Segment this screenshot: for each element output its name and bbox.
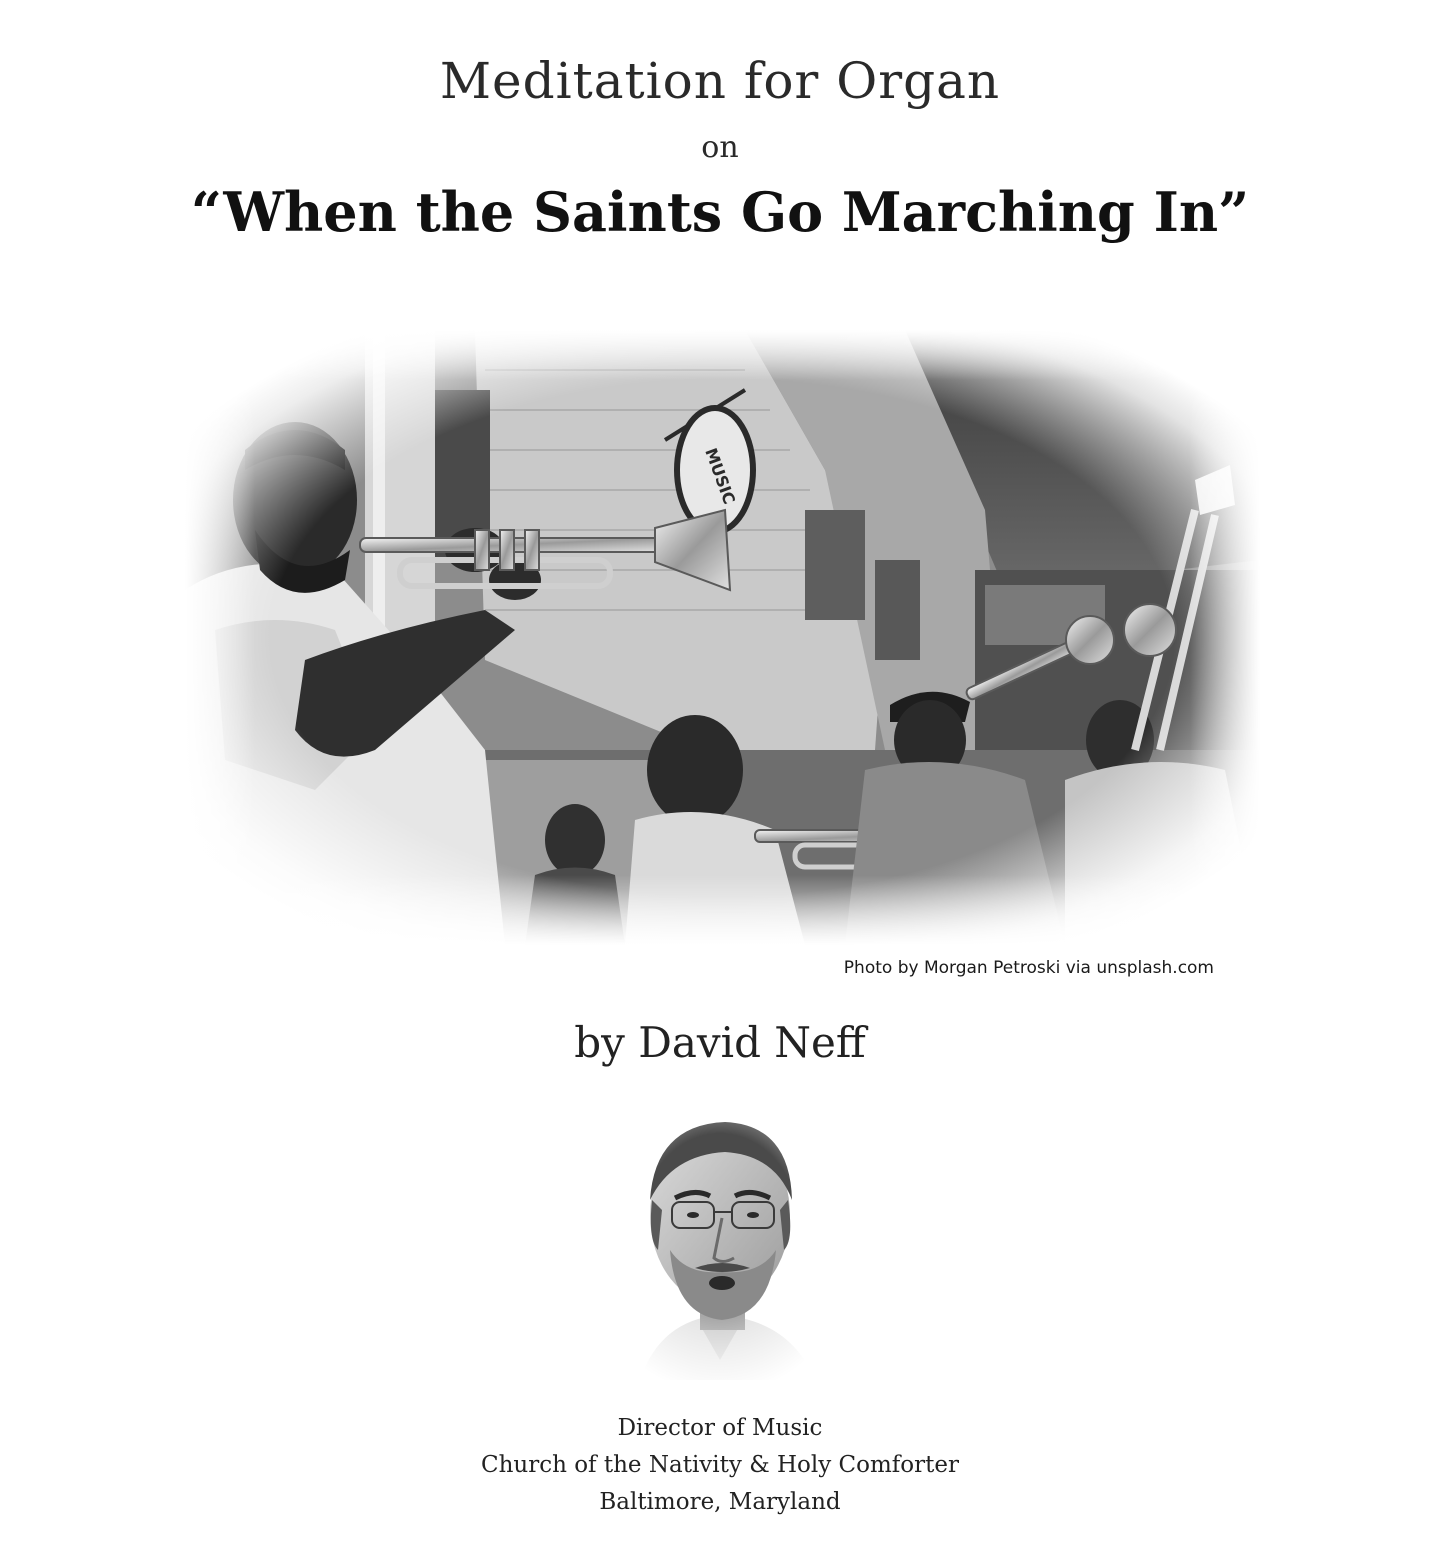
affiliation-church: Church of the Nativity & Holy Comforter <box>480 1452 959 1478</box>
composer-byline: by David Neff <box>574 1018 866 1067</box>
photo-credit: Photo by Morgan Petroski via unsplash.com <box>843 958 1214 978</box>
composer-portrait <box>600 1100 840 1380</box>
brass-band-photo <box>185 330 1260 945</box>
composer-affiliation <box>0 1410 1440 1521</box>
affiliation-role: Director of Music <box>617 1415 823 1441</box>
page-title: Meditation for Organ <box>439 52 1001 110</box>
affiliation-location: Baltimore, Maryland <box>599 1489 841 1515</box>
song-title: “When the Saints Go Marching In” <box>190 180 1250 244</box>
title-connector: on <box>701 130 739 165</box>
